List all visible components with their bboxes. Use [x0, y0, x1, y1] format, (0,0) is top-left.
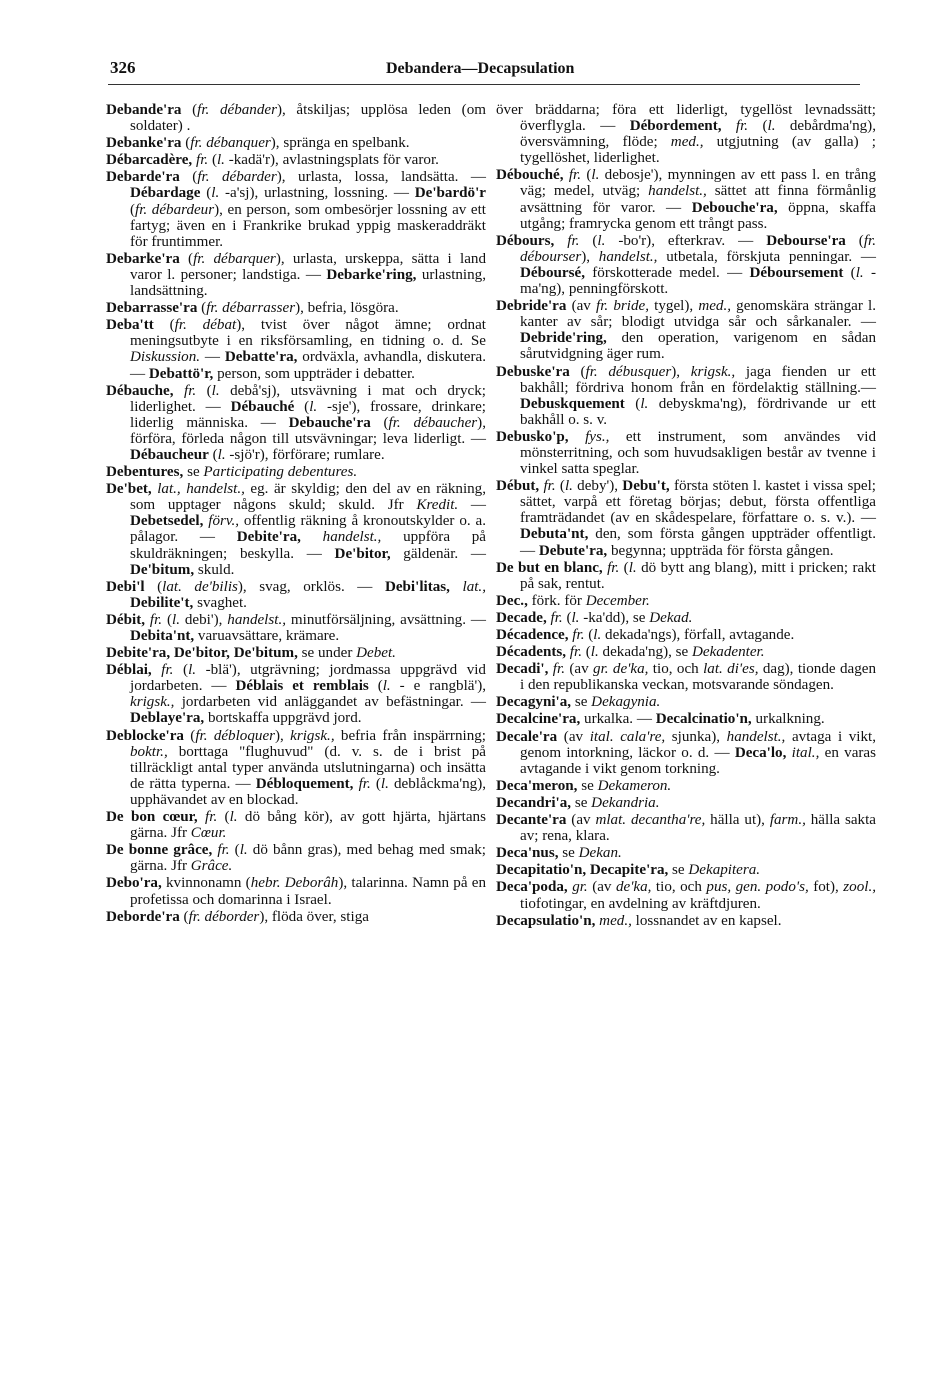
dictionary-entry: Decante'ra (av mlat. decantha're, hälla ut), farm., hälla sakta av; rena, klara. — [496, 812, 876, 845]
dictionary-entry: De bon cœur, fr. (l. dö bång kör), av gott hjärta, hjärtans gärna. Jfr Cœur. — [106, 809, 486, 842]
page-header — [110, 58, 858, 84]
dictionary-entry: Debuske'ra (fr. débusquer), krigsk., jaga fienden ur ett bakhåll; fördriva honom från en fördelaktig ställning.—Debuskquement (l. debyskma'ng), fördrivande ur ett bakhåll o. s. v. — [496, 363, 876, 428]
dictionary-entry: Débours, fr. (l. -bo'r), efterkrav. — Debourse'ra (fr. débourser), handelst., utbetala, förskjuta penningar. — Déboursé, förskotterade medel. — Déboursement (l. -ma'ng), penningförskott. — [496, 232, 876, 298]
dictionary-entry: Debite'ra, De'bitor, De'bitum, se under Debet. — [106, 645, 396, 662]
dictionary-entry: Decalcine'ra, urkalka. — Decalcinatio'n, urkalkning. — [496, 711, 825, 728]
dictionary-entry: Debride'ra (av fr. bride, tygel), med., genomskära strängar l. kanter av sår; blodigt utvidga sår och sårkanaler. — Debride'ring, den operation, varigenom en sådan sårutvidgning äger rum. — [496, 298, 877, 363]
dictionary-entry: Déblai, fr. (l. -blä'), utgrävning; jordmassa uppgrävd vid jordarbeten. — Déblais et remblais (l. - e rangblä'), krigsk., jordarbeten vid anläggandet av befästningar. — Deblaye'ra, bortskaffa uppgrävd jord. — [106, 662, 487, 727]
dictionary-entry: Dec., förk. för December. — [496, 592, 650, 609]
dictionary-entry: Decadi', fr. (av gr. de'ka, tio, och lat. di'es, dag), tionde dagen i den republikanska veckan, motsvarande söndagen. — [496, 661, 876, 694]
dictionary-entry: Deca'poda, gr. (av de'ka, tio, och pus, gen. podo's, fot), zool., tiofotingar, en avdelning av kräftdjuren. — [496, 879, 876, 912]
dictionary-entry: Débouché, fr. (l. debosje'), mynningen av ett pass l. en trång väg; medel, utväg; handelst., sättet att finna förmånlig avsättning för varor. — Debouche'ra, öppna, skaffa utgång; framrycka genom ett trångt pass. — [496, 167, 876, 232]
dictionary-entry: Debarke'ra (fr. débarquer), urlasta, urskeppa, sätta i land varor l. personer; landstiga. — Debarke'ring, urlastning, landsättning. — [106, 250, 486, 300]
dictionary-entry: Debo'ra, kvinnonamn (hebr. Deborâh), talarinna. Namn på en profetissa och domarinna i Israel. — [106, 875, 486, 908]
dictionary-entry: Debanke'ra (fr. débanquer), spränga en spelbank. — [106, 135, 410, 152]
dictionary-entry: Deca'nus, se Dekan. — [496, 845, 622, 862]
header-rule — [108, 84, 860, 85]
right-column — [496, 102, 876, 930]
left-column — [106, 102, 486, 926]
dictionary-entry: Debi'l (lat. de'bilis), svag, orklös. — Debi'litas, lat., Debilite't, svaghet. — [106, 578, 486, 611]
dictionary-entry: Deba'tt (fr. débat), tvist över något ämne; ordnat meningsutbyte i en riksförsamling, en tidning o. d. Se Diskussion. — Debatte'ra, ordväxla, avhandla, diskutera. — Debattö'r, person, som uppträder i debatter. — [106, 317, 486, 382]
dictionary-entry: Decale'ra (av ital. cala're, sjunka), handelst., avtaga i vikt, genom intorkning, läckor o. d. — Deca'lo, ital., en varas avtagande i vikt genom torkning. — [496, 728, 876, 777]
dictionary-entry: Débit, fr. (l. debi'), handelst., minutförsäljning, avsättning. — Debita'nt, varuavsättare, krämare. — [106, 611, 486, 644]
dictionary-entry: Débarcadère, fr. (l. -kadä'r), avlastningsplats för varor. — [106, 152, 439, 169]
dictionary-entry: De but en blanc, fr. (l. dö bytt ang blang), mitt i pricken; rakt på sak, rentut. — [496, 559, 876, 592]
dictionary-entry: Decapitatio'n, Decapite'ra, se Dekapitera. — [496, 862, 761, 879]
dictionary-entry: Decandri'a, se Dekandria. — [496, 794, 660, 811]
dictionary-entry: Debentures, se Participating debentures. — [106, 464, 358, 481]
dictionary-entry: Debarde'ra (fr. débarder), urlasta, lossa, landsätta. — Débardage (l. -a'sj), urlastning, lossning. — De'bardö'r (fr. débardeur), en person, som ombesörjer lossning av ett fartyg; även en i Frankrike brukad yppig maskeraddräkt för fruntimmer. — [106, 169, 486, 250]
dictionary-entry: Deborde'ra (fr. déborder), flöda över, stiga — [106, 908, 369, 925]
dictionary-entry: över bräddarna; föra ett liderligt, tygellöst levnadssätt; överflygla. — Débordement, fr. (l. debårdma'ng), översvämning, flöde; med., utgjutning (av galla) ; tygellöshet, liderlighet. — [496, 102, 876, 167]
dictionary-entry: Debarrasse'ra (fr. débarrasser), befria, lösgöra. — [106, 300, 399, 317]
dictionary-entry: De bonne grâce, fr. (l. dö bånn gras), med behag med smak; gärna. Jfr Grâce. — [106, 842, 486, 875]
dictionary-entry: Debusko'p, fys., ett instrument, som användes vid mönsterritning, och som huvudsakligen består av tvenne i vinkel satta speglar. — [496, 428, 876, 478]
dictionary-entry: De'bet, lat., handelst., eg. är skyldig; den del av en räkning, som upptager någons skuld; skuld. Jfr Kredit. — Debetsedel, förv., offentlig räkning å kronoutskylder o. a. pålagor. — Debite'ra, handelst., uppföra på skuldräkningen; beskylla. — De'bitor, gäldenär. — De'bitum, skuld. — [106, 481, 486, 578]
dictionary-entry: Décadents, fr. (l. dekada'ng), se Dekadenter. — [496, 644, 765, 661]
dictionary-entry: Decade, fr. (l. -ka'dd), se Dekad. — [496, 609, 693, 626]
page-number: 326 — [110, 58, 136, 77]
dictionary-entry: Début, fr. (l. deby'), Debu't, första stöten l. kastet i vissa spel; sättet, varpå ett företag börjas; debut, första offentliga framträdandet (av en skådespelare, författare o. s. v.). — Debuta'nt, den, som första gången uppträder offentligt. — Debute'ra, begynna; uppträda för första gången. — [496, 478, 876, 559]
dictionary-entry: Decagyni'a, se Dekagynia. — [496, 694, 661, 711]
running-head: Debandera—Decapsulation — [386, 60, 575, 77]
dictionary-entry: Decapsulatio'n, med., lossnandet av en kapsel. — [496, 912, 782, 929]
dictionary-entry: Deca'meron, se Dekameron. — [496, 777, 672, 794]
dictionary-entry: Débauche, fr. (l. debå'sj), utsvävning i mat och dryck; liderlighet. — Débauché (l. -sje'), frossare, drinkare; liderlig människa. — Debauche'ra (fr. débaucher), förföra, förleda någon till utsvävningar; leva liderligt. — Débaucheur (l. -sjö'r), förförare; rumlare. — [106, 382, 486, 463]
dictionary-entry: Debande'ra (fr. débander), åtskiljas; upplösa leden (om soldater) . — [106, 102, 486, 135]
dictionary-entry: Décadence, fr. (l. dekada'ngs), förfall, avtagande. — [496, 627, 795, 643]
dictionary-entry: Deblocke'ra (fr. débloquer), krigsk., befria från inspärrning; boktr., borttaga "flughuvud" (d. v. s. de i brist på tillräckligt antal typer använda utslutningarna) och insätta de rätta typerna. — Débloquement, fr. (l. deblåckma'ng), upphävandet av en blockad. — [106, 727, 486, 808]
